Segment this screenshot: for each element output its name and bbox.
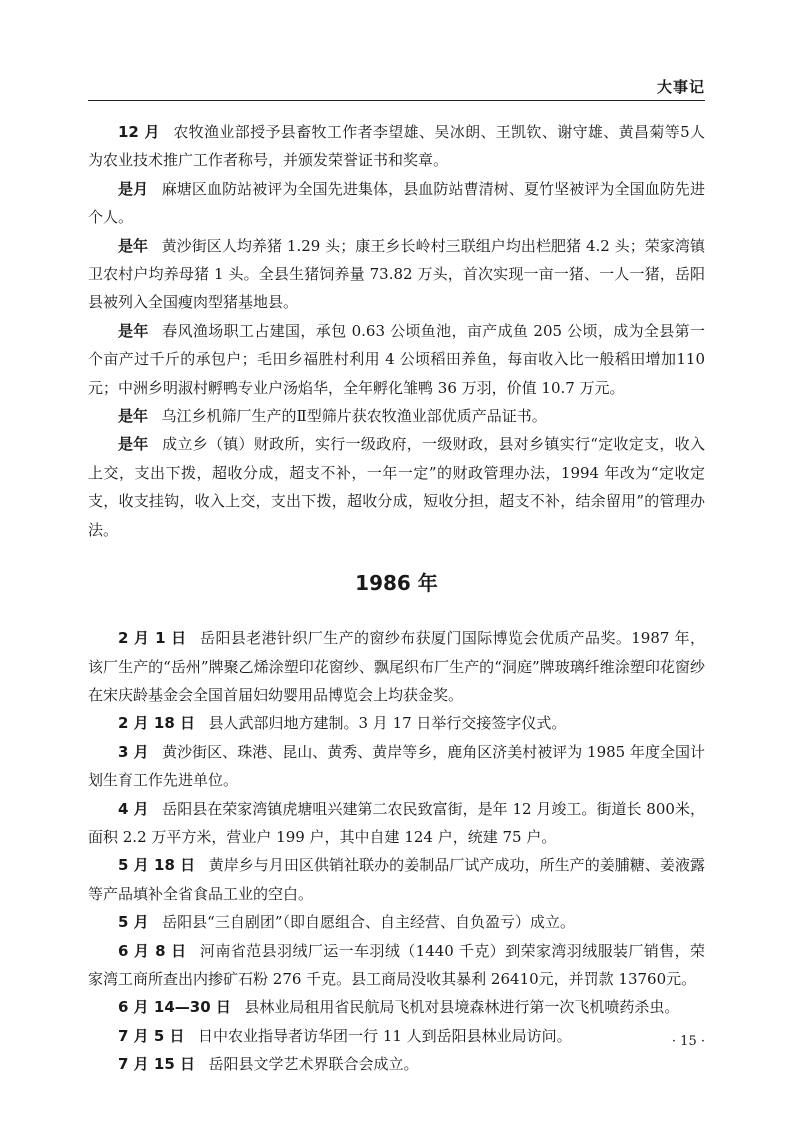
section-title-1986: 1986 年 (355, 571, 438, 596)
entry (88, 624, 705, 709)
entry-date: 5 月 18 日 (118, 856, 196, 875)
entry (88, 1050, 705, 1078)
entry-text: 岳阳县在荣家湾镇虎塘咀兴建第二农民致富街，是年 12 月竣工。街道长 800米，面积 2.2 万平方米，营业户 199 户，其中自建 124 户，统建 75 户。 (88, 799, 705, 846)
entry-date: 3 月 (118, 742, 149, 761)
entry-date: 2 月 18 日 (118, 714, 195, 733)
entry-text: 日中农业指导者访华团一行 11 人到岳阳县林业局访问。 (198, 1026, 572, 1045)
entry-text: 成立乡（镇）财政所，实行一级政府，一级财政，县对乡镇实行“定收定支，收入上交，支出下拨，超收分成，超支不补，一年一定”的财政管理办法，1994 年改为“定收定支，收支挂钩，收入上交，支出下拨，超收分成，短收分担，超支不补，结余留用”的管理办法。 (88, 435, 705, 539)
entry (88, 709, 705, 737)
entry-date: 2 月 1 日 (118, 629, 187, 648)
entry (88, 317, 705, 402)
page-number: · 15 · (671, 1034, 705, 1049)
entry-date: 是月 (118, 179, 149, 198)
running-header: 大事记 (656, 78, 705, 96)
entry-date: 是年 (118, 321, 149, 340)
entry-text: 麻塘区血防站被评为全国先进集体，县血防站曹清树、夏竹坚被评为全国血防先进个人。 (88, 179, 705, 227)
section-1986 (88, 624, 705, 1079)
entry-text: 农牧渔业部授予县畜牧工作者李望雄、吴冰朗、王凯钦、谢守雄、黄昌菊等5人为农业技术推广工作者称号，并颁发荣誉证书和奖章。 (88, 123, 705, 170)
entry-date: 6 月 8 日 (118, 941, 187, 960)
entry-date: 12 月 (118, 123, 160, 141)
entry-text: 黄岸乡与月田区供销社联办的姜制品厂试产成功，所生产的姜脯糖、姜液露等产品填补全省食品工业的空白。 (88, 856, 705, 903)
entry-date: 4 月 (118, 799, 149, 818)
entry-date: 是年 (118, 407, 149, 426)
entry-date: 7 月 15 日 (118, 1055, 195, 1074)
page-body (88, 118, 705, 1079)
entry (88, 232, 705, 317)
entry (88, 118, 705, 175)
section-1985 (88, 118, 705, 544)
entry (88, 430, 705, 544)
entry-text: 岳阳县文学艺术界联合会成立。 (208, 1055, 419, 1074)
entry-text: 黄沙街区人均养猪 1.29 头；康王乡长岭村三联组户均出栏肥猪 4.2 头；荣家湾镇卫农村户均养母猪 1 头。全县生猪饲养量 73.82 万头，首次实现一亩一猪、一人一猪，岳阳县被列入全国瘦肉型猪基地县。 (88, 236, 705, 312)
entry-text: 河南省范县羽绒厂运一车羽绒（1440 千克）到荣家湾羽绒服装厂销售，荣家湾工商所查出内掺矿石粉 276 千克。县工商局没收其暴利 26410元，并罚款 13760元。 (88, 941, 705, 988)
entry-text: 乌江乡机筛厂生产的Ⅱ型筛片获农牧渔业部优质产品证书。 (161, 407, 547, 426)
entry (88, 908, 705, 936)
entry-date: 6 月 14—30 日 (118, 998, 231, 1017)
entry (88, 1022, 705, 1050)
entry (88, 937, 705, 994)
entry (88, 175, 705, 232)
entry (88, 402, 705, 430)
entry-text: 岳阳县老港针织厂生产的窗纱布获厦门国际博览会优质产品奖。1987 年，该厂生产的“岳州”牌聚乙烯涂塑印花窗纱、飘尾织布厂生产的“洞庭”牌玻璃纤维涂塑印花窗纱在宋庆龄基金会全国首届妇幼婴用品博览会上均获金奖。 (88, 629, 705, 704)
entry-text: 县人武部归地方建制。3 月 17 日举行交接签字仪式。 (208, 714, 567, 733)
entry-text: 黄沙街区、珠港、昆山、黄秀、黄岸等乡，鹿角区济美村被评为 1985 年度全国计划生育工作先进单位。 (88, 742, 705, 790)
entry (88, 738, 705, 795)
entry (88, 993, 705, 1021)
entry-date: 5 月 (118, 913, 149, 932)
entry-text: 县林业局租用省民航局飞机对县境森林进行第一次飞机喷药杀虫。 (244, 998, 680, 1017)
entry-date: 是年 (118, 435, 149, 454)
entry-text: 岳阳县“三自剧团”（即自愿组合、自主经营、自负盈亏）成立。 (162, 913, 576, 932)
entry-date: 7 月 5 日 (118, 1026, 185, 1045)
header-rule (88, 100, 705, 101)
entry-date: 是年 (118, 236, 149, 255)
entry-text: 春风渔场职工占建国，承包 0.63 公顷鱼池，亩产成鱼 205 公顷，成为全县第一个亩产过千斤的承包户；毛田乡福胜村利用 4 公顷稻田养鱼，每亩收入比一般稻田增加110 元；中洲乡明淑村孵鸭专业户汤焰华，全年孵化雏鸭 36 万羽，价值 10.7 万元。 (88, 321, 705, 397)
entry (88, 795, 705, 852)
entry (88, 851, 705, 908)
